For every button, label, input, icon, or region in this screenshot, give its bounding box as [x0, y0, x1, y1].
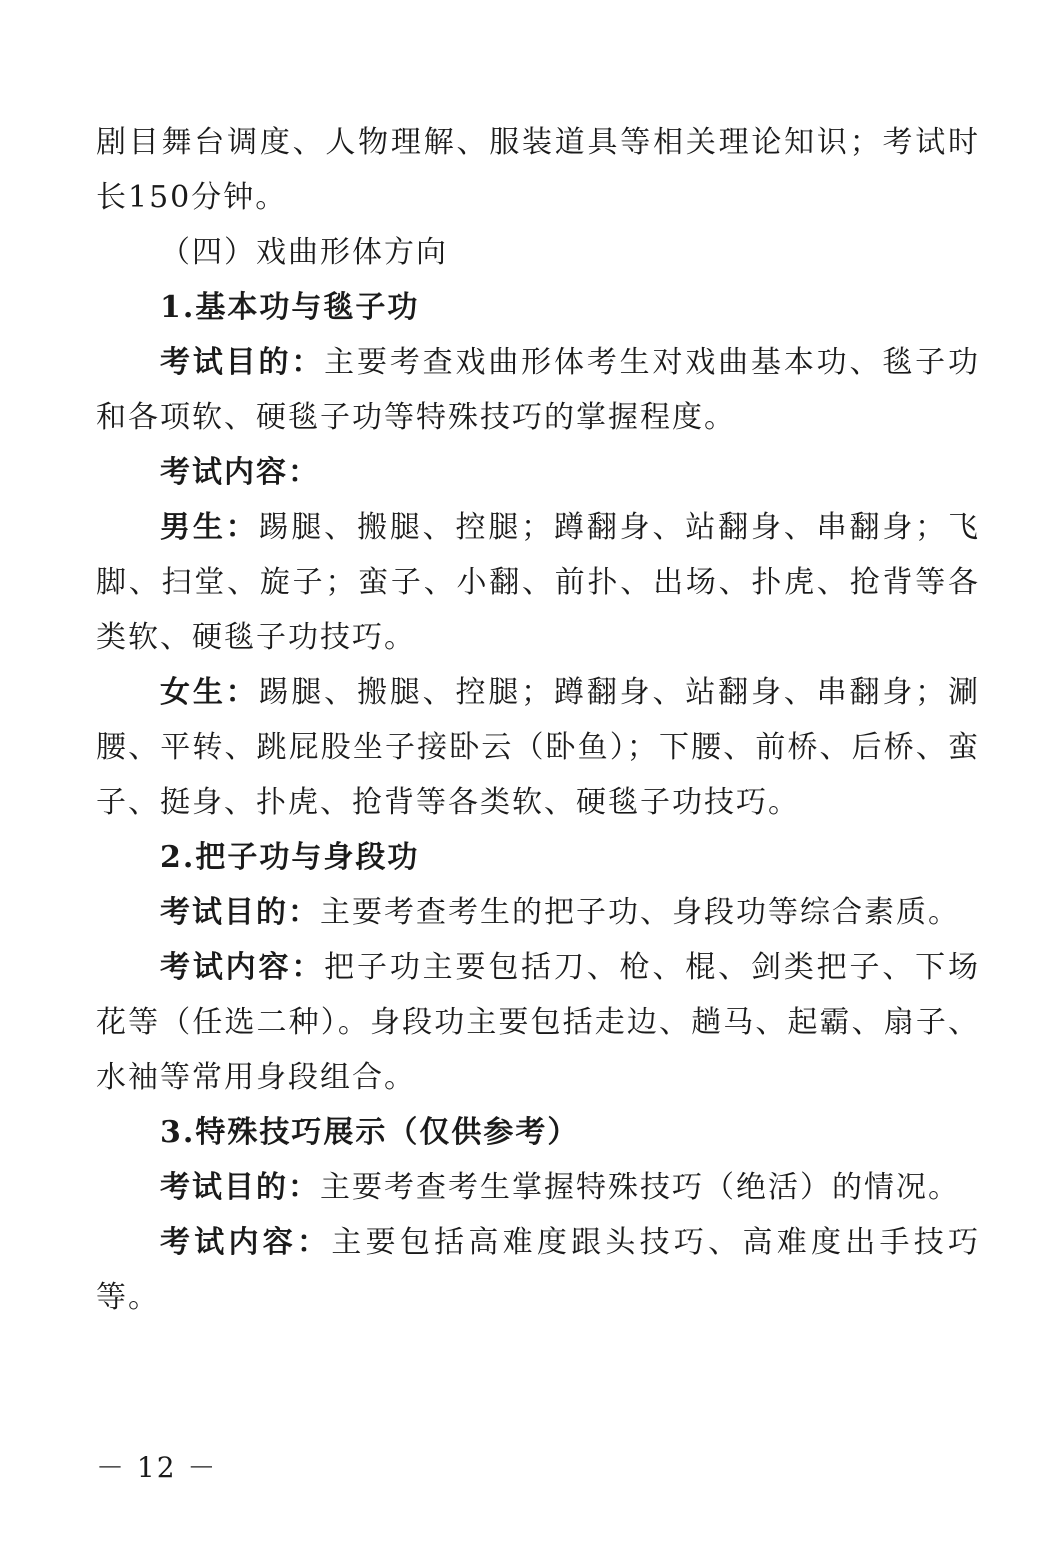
paragraph-text: （四）戏曲形体方向	[160, 235, 448, 270]
paragraph-text: 把子功主要包括刀、枪、棍、剑类把子、下场花等（任选二种）。身段功主要包括走边、趟马、起霸、扇子、水袖等常用身段组合。	[96, 950, 981, 1095]
paragraph-label: 考试目的：	[160, 345, 325, 380]
page-number: － 12 －	[96, 1451, 218, 1484]
section-heading-xiqu-physical	[96, 225, 980, 280]
paragraph-label: 考试内容：	[160, 950, 325, 985]
paragraph-label: 考试目的：	[160, 1170, 320, 1205]
paragraph-text: 主要包括高难度跟头技巧、高难度出手技巧等。	[96, 1225, 981, 1315]
paragraph-label: 考试目的：	[160, 895, 320, 930]
subheading-basic-skills	[96, 280, 980, 335]
paragraph-exam-duration	[96, 115, 980, 225]
paragraph-female	[96, 665, 980, 830]
subheading-weapon-skills	[96, 830, 980, 885]
paragraph-label: 男生：	[160, 510, 259, 545]
paragraph-exam-content-3	[96, 1215, 980, 1325]
paragraph-text: 剧目舞台调度、人物理解、服装道具等相关理论知识；考试时长150分钟。	[96, 125, 980, 215]
paragraph-label: 女生：	[160, 675, 259, 710]
paragraph-text: 2.把子功与身段功	[160, 840, 420, 875]
paragraph-text: 主要考查考生掌握特殊技巧（绝活）的情况。	[320, 1170, 960, 1205]
paragraph-exam-purpose-3	[96, 1160, 980, 1215]
paragraph-text: 1.基本功与毯子功	[160, 290, 420, 325]
paragraph-text: 主要考查戏曲形体考生对戏曲基本功、毯子功和各项软、硬毯子功等特殊技巧的掌握程度。	[96, 345, 981, 435]
paragraph-exam-content-2	[96, 940, 980, 1105]
paragraph-text: 主要考查考生的把子功、身段功等综合素质。	[320, 895, 960, 930]
paragraph-text: 踢腿、搬腿、控腿；蹲翻身、站翻身、串翻身；飞脚、扫堂、旋子；蛮子、小翻、前扑、出场、扑虎、抢背等各类软、硬毯子功技巧。	[96, 510, 980, 655]
paragraph-exam-purpose-1	[96, 335, 980, 445]
paragraph-exam-content-1	[96, 445, 980, 500]
paragraph-text: 3.特殊技巧展示（仅供参考）	[160, 1115, 580, 1150]
document-body	[96, 115, 980, 1325]
paragraph-text: 踢腿、搬腿、控腿；蹲翻身、站翻身、串翻身；涮腰、平转、跳屁股坐子接卧云（卧鱼）；下腰、前桥、后桥、蛮子、挺身、扑虎、抢背等各类软、硬毯子功技巧。	[96, 675, 980, 820]
paragraph-label: 考试内容：	[160, 455, 320, 490]
paragraph-exam-purpose-2	[96, 885, 980, 940]
paragraph-label: 考试内容：	[160, 1225, 332, 1260]
paragraph-male	[96, 500, 980, 665]
subheading-special-skills	[96, 1105, 980, 1160]
